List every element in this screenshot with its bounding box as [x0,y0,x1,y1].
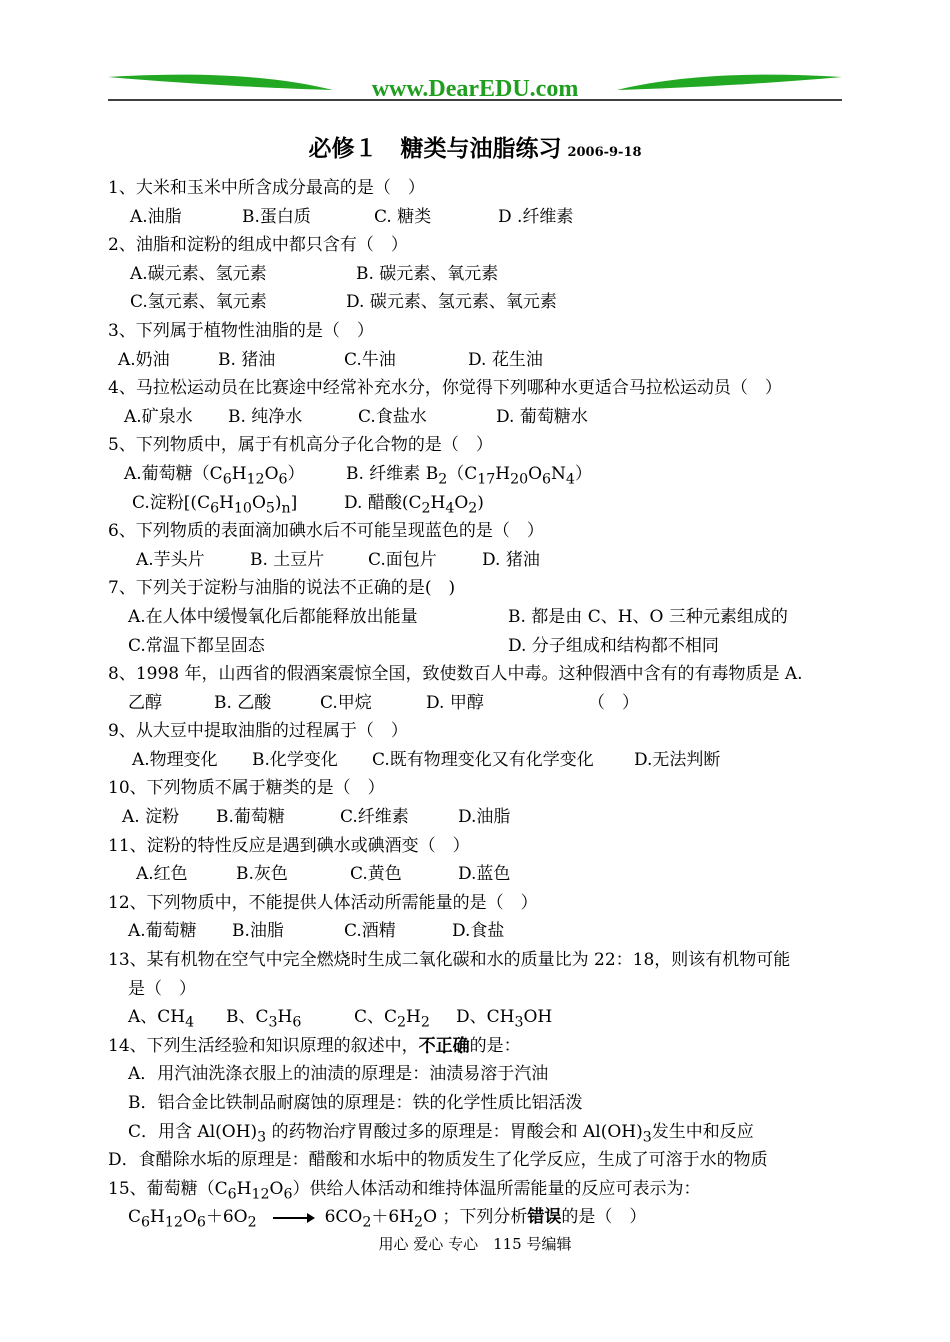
option-b: B.油脂 [232,921,284,942]
question-stem: 9、从大豆中提取油脂的过程属于（ ） [108,721,408,742]
option-c: C.黄色 [350,864,402,885]
question-15: 15、葡萄糖$(C_6H_{12}O_6)$供给人体活动和维持体温所需能量的反应可表示为： [108,1178,701,1203]
option-d: D .纤维素 [498,206,574,227]
option-c: C. 糖类 [374,206,432,227]
option-d: D.无法判断 [634,749,721,770]
option-a: A.物理变化 [132,749,218,770]
option-c: C.既有物理变化又有化学变化 [372,749,594,770]
question-3 [108,317,848,346]
question-stem: 12、下列物质中，不能提供人体活动所需能量的是（ ） [108,892,538,913]
site-name: www.DearEDU.com [371,76,579,102]
question-2 [108,231,848,260]
question-stem: 4、马拉松运动员在比赛途中经常补充水分，你觉得下列哪种水更适合马拉松运动员（ ） [108,378,782,399]
question-stem: 10、下列物质不属于糖类的是（ ） [108,778,385,799]
page-title [0,130,950,163]
question-12 [108,889,848,918]
question-stem: 3、下列属于植物性油脂的是（ ） [108,320,374,341]
question-stem: 8、1998 年，山西省的假酒案震惊全国，致使数百人中毒。这种假酒中含有的有毒物质是 A. [108,664,803,685]
option-c: C.食盐水 [358,406,427,427]
option-d: D.食盐 [452,921,505,942]
question-7 [108,574,848,603]
option-a: A. 淀粉 [122,807,180,828]
question-7-options-1 [108,603,848,632]
option-c: C.氢元素、氧元素 [130,292,267,313]
option-b: B. 纤维素 $B_2(C_{17}H_{20}O_6N_4)$ [346,463,592,488]
question-stem: 5、下列物质中，属于有机高分子化合物的是（ ） [108,435,493,456]
question-7-options-2 [108,632,848,661]
question-2-options-2 [108,288,848,317]
option-a: A.红色 [136,864,188,885]
question-11-options [108,860,848,889]
question-9 [108,717,848,746]
option-d: D. 醋酸$(C_2H_4O_2)$ [344,492,484,516]
option-b: B. 碳元素、氧元素 [356,263,499,284]
answer-paren: （ ） [588,692,639,713]
option-a: A.奶油 [118,349,170,370]
option-d: D. 分子组成和结构都不相同 [508,635,719,656]
option-d: D.油脂 [458,807,511,828]
option-c: C.纤维素 [340,807,409,828]
option-c: C.牛油 [344,349,396,370]
question-12-options [108,917,848,946]
option-a: A.矿泉水 [124,406,193,427]
question-5 [108,431,848,460]
option-d: D. 葡萄糖水 [496,406,588,427]
question-stem: 13、某有机物在空气中完全燃烧时生成二氧化碳和水的质量比为 22：18，则该有机物可能 [108,950,791,971]
question-stem: 1、大米和玉米中所含成分最高的是（ ） [108,178,425,198]
question-1-options [108,203,848,232]
question-4 [108,374,848,403]
option-b: B.化学变化 [252,749,338,770]
option-a: A.葡萄糖$(C_6H_{12}O_6)$ [124,463,305,488]
question-9-options [108,746,848,775]
option-c: C、$C_2H_2$ [354,1007,430,1031]
option-b: B. 纯净水 [228,406,303,427]
question-10 [108,774,848,803]
question-14-option-b: B．铝合金比铁制品耐腐蚀的原理是：铁的化学性质比铝活泼 [128,1093,583,1113]
question-15-equation: $C_6H_{12}O_6+6O_2$ $6CO_2+6H_2O$ ；下列分析错误的是（ ） [128,1207,647,1231]
option-b: B. 都是由 C、H、O 三种元素组成的 [508,606,788,627]
option-c: C.酒精 [344,921,396,942]
question-5-options-1 [108,460,848,489]
question-14: 14、下列生活经验和知识原理的叙述中，不正确的是： [108,1035,521,1056]
question-4-options [108,403,848,432]
question-6 [108,517,848,546]
question-11 [108,832,848,861]
option-b: B.蛋白质 [242,206,311,227]
option-c: C.常温下都呈固态 [128,635,265,656]
title-date: 2006-9-18 [567,145,642,160]
option-d: D、$CH_3OH$ [456,1007,553,1031]
option-c: C.甲烷 [320,692,372,713]
question-8-options [108,689,848,718]
option-a: A.葡萄糖 [128,921,197,942]
question-14-option-d: D．食醋除水垢的原理是：醋酸和水垢中的物质发生了化学反应，生成了可溶于水的物质 [108,1150,768,1171]
option-a: A.在人体中缓慢氧化后都能释放出能量 [128,606,418,627]
option-d: D. 碳元素、氢元素、氧元素 [346,292,557,313]
emphasis-not: 不 [418,1035,436,1056]
question-5-options-2 [108,489,848,518]
option-a: A、$CH_4$ [128,1007,195,1031]
reaction-arrow-icon [273,1212,315,1224]
option-a: 乙醇 [128,692,162,713]
header-banner [108,70,842,110]
option-a: A.芋头片 [136,549,205,570]
question-stem: 7、下列关于淀粉与油脂的说法不正确的是( ) [108,578,456,599]
question-stem: 2、油脂和淀粉的组成中都只含有（ ） [108,235,408,256]
question-14-option-c: C．用含 $Al(OH)_3$ 的药物治疗胃酸过多的原理是：胃酸会和 $Al(OH)_3$发生中和反应 [128,1121,754,1145]
option-b: B.灰色 [236,864,288,885]
question-13 [108,946,848,975]
question-1 [108,174,848,203]
question-13-options [108,1003,848,1032]
option-a: A.油脂 [130,206,182,227]
question-10-options [108,803,848,832]
question-list [108,174,848,1232]
emphasis-wrong: 错误 [527,1207,562,1228]
option-c: C.淀粉$[(C_6H_{10}O_5)_n]$ [132,492,298,516]
option-c: C.面包片 [368,549,437,570]
question-13-stem-cont: 是（ ） [128,978,196,999]
option-b: B.葡萄糖 [216,807,285,828]
page-footer: 用心 爱心 专心 115 号编辑 [378,1235,572,1253]
question-stem: 6、下列物质的表面滴加碘水后不可能呈现蓝色的是（ ） [108,521,544,542]
question-3-options [108,346,848,375]
title-main: 必修１ 糖类与油脂练习 [308,135,562,162]
question-8 [108,660,848,689]
option-d: D. 花生油 [468,349,543,370]
question-6-options [108,546,848,575]
question-2-options-1 [108,260,848,289]
option-d: D. 猪油 [482,549,540,570]
question-14-option-a: A．用汽油洗涤衣服上的油渍的原理是：油渍易溶于汽油 [128,1064,549,1085]
option-b: B. 猪油 [218,349,276,370]
option-d: D.蓝色 [458,864,511,885]
option-a: A.碳元素、氢元素 [130,263,267,284]
question-stem: 11、淀粉的特性反应是遇到碘水或碘酒变（ ） [108,835,470,856]
option-b: B. 土豆片 [250,549,325,570]
option-b: B. 乙酸 [214,692,272,713]
dearedu-logo [108,70,842,110]
option-b: B、$C_3H_6$ [226,1007,302,1031]
option-d: D. 甲醇 [426,692,484,713]
